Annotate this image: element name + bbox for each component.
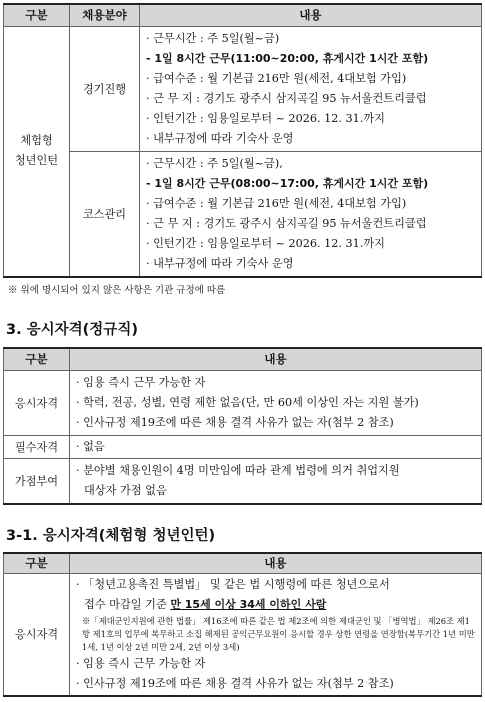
content-line: · 급여수준 : 월 기본급 216만 원(세전, 4대보험 가입) [146,71,407,85]
field-course-management: 코스관리 [70,151,140,277]
header-content: 내용 [70,553,482,573]
content-line: · 분야별 채용인원이 4명 미만임에 따라 관계 법령에 의거 취업지원 [76,463,400,477]
content-line: · 근 무 지 : 경기도 광주시 삼지곡길 95 뉴서울컨트리클럽 [146,91,427,105]
content-line: · 학력, 전공, 성별, 연령 제한 없음(단, 만 60세 이상인 자는 지원 불가) [76,395,419,409]
content-line: · 「청년고용촉진 특별법」 및 같은 법 시행령에 따른 청년으로서 [76,577,390,591]
content-line: · 급여수준 : 월 기본급 216만 원(세전, 4대보험 가입) [146,196,407,210]
age-prefix: 접수 마감일 기준 [84,597,171,611]
recruitment-table [3,3,482,278]
age-requirement: 만 15세 이상 34세 이하인 사람 [170,597,327,611]
content-line: · 내부규정에 따라 기숙사 운영 [146,256,294,270]
content-eligibility [70,370,482,435]
header-category: 구분 [4,4,70,26]
header-field: 채용분야 [70,4,140,26]
label-eligibility: 응시자격 [4,573,70,696]
section-3-1-table [3,552,482,697]
table-note: ※ 위에 명시되어 있지 않은 사항은 기관 규정에 따름 [8,285,226,296]
label-bonus: 가점부여 [4,458,70,504]
content-required [70,435,482,458]
category-cell [4,26,70,277]
content-line: · 인턴기간 : 임용일로부터 ~ 2026. 12. 31.까지 [146,111,385,125]
section-3-1-title: 3-1. 응시자격(체험형 청년인턴) [6,528,216,544]
content-line: · 근무시간 : 주 5일(월~금) [146,31,280,45]
content-line: · 인턴기간 : 임용일로부터 ~ 2026. 12. 31.까지 [146,236,385,250]
header-category: 구분 [4,553,70,573]
section-3-1-table-block [3,552,482,697]
content-course-management [140,151,482,277]
section-3-table-block [3,347,482,505]
label-required: 필수자격 [4,435,70,458]
content-line: · 근무시간 : 주 5일(월~금), [146,156,283,170]
header-category: 구분 [4,348,70,370]
content-game-operation [140,26,482,151]
content-line-bold: - 1일 8시간 근무(08:00~17:00, 휴게시간 1시간 포함) [146,176,429,190]
content-bonus [70,458,482,504]
content-line: · 근 무 지 : 경기도 광주시 삼지곡길 95 뉴서울컨트리클럽 [146,216,427,230]
label-eligibility: 응시자격 [4,370,70,435]
veteran-footnote: ※「제대군인지원에 관한 법률」 제16조에 따른 같은 법 제2조에 의한 제대군인 및 「병역법」 제26조 제1항 제1호의 업무에 복무하고 소집 해제된 공익근무요원이 응시할 경우 상한 연령을 연장함(복무기간 1년 미만 1세, 1년 이상 2년 미만 2세, 2년 이상 3세) [82,615,475,652]
content-eligibility [70,573,482,696]
field-game-operation: 경기진행 [70,26,140,151]
content-line: 대상자 가점 없음 [84,483,167,497]
section-3-table [3,347,482,505]
content-line: · 내부규정에 따라 기숙사 운영 [146,131,294,145]
content-line: · 없음 [76,439,105,453]
category-line-2: 청년인턴 [14,154,59,167]
content-line-age [70,595,481,615]
content-line: · 인사규정 제19조에 따른 채용 결격 사유가 없는 자(첨부 2 참조) [76,415,394,429]
content-line: · 임용 즉시 근무 가능한 자 [76,375,206,389]
header-content: 내용 [70,348,482,370]
content-line-bold: - 1일 8시간 근무(11:00~20:00, 휴게시간 1시간 포함) [146,51,429,65]
content-line: · 인사규정 제19조에 따른 채용 결격 사유가 없는 자(첨부 2 참조) [76,676,394,690]
recruitment-table-block [3,3,482,278]
section-3-title: 3. 응시자격(정규직) [6,322,138,338]
content-line: · 임용 즉시 근무 가능한 자 [76,656,206,670]
category-line-1: 체험형 [20,134,53,147]
header-content: 내용 [140,4,482,26]
